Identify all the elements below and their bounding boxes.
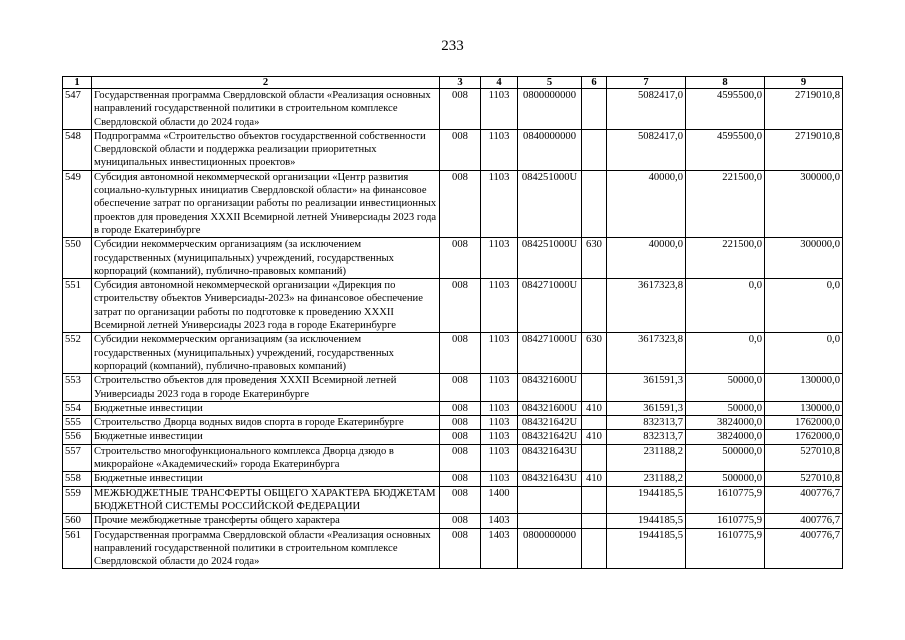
amount-col7-cell: 1944185,5 <box>607 486 686 514</box>
amount-col9-cell: 0,0 <box>765 279 843 333</box>
target-article-cell: 084271000U <box>518 333 582 374</box>
column-header: 3 <box>440 77 481 89</box>
expense-type-cell <box>582 444 607 472</box>
expense-type-cell <box>582 486 607 514</box>
expense-type-cell <box>582 279 607 333</box>
section-code-cell: 1400 <box>481 486 518 514</box>
amount-col7-cell: 361591,3 <box>607 401 686 415</box>
ministry-code-cell: 008 <box>440 238 481 279</box>
amount-col9-cell: 300000,0 <box>765 238 843 279</box>
amount-col9-cell: 2719010,8 <box>765 129 843 170</box>
amount-col8-cell: 50000,0 <box>686 401 765 415</box>
amount-col8-cell: 3824000,0 <box>686 430 765 444</box>
row-number-cell: 548 <box>63 129 92 170</box>
amount-col8-cell: 500000,0 <box>686 444 765 472</box>
amount-col7-cell: 832313,7 <box>607 416 686 430</box>
amount-col7-cell: 1944185,5 <box>607 528 686 569</box>
row-number-cell: 551 <box>63 279 92 333</box>
amount-col9-cell: 527010,8 <box>765 444 843 472</box>
table-row <box>63 401 843 415</box>
section-code-cell: 1103 <box>481 238 518 279</box>
ministry-code-cell: 008 <box>440 444 481 472</box>
amount-col7-cell: 5082417,0 <box>607 129 686 170</box>
table-row <box>63 279 843 333</box>
amount-col7-cell: 231188,2 <box>607 472 686 486</box>
amount-col8-cell: 1610775,9 <box>686 486 765 514</box>
row-number-cell: 547 <box>63 89 92 130</box>
ministry-code-cell: 008 <box>440 528 481 569</box>
row-number-cell: 559 <box>63 486 92 514</box>
item-name-cell: МЕЖБЮДЖЕТНЫЕ ТРАНСФЕРТЫ ОБЩЕГО ХАРАКТЕРА БЮДЖЕТАМ БЮДЖЕТНОЙ СИСТЕМЫ РОССИЙСКОЙ ФЕДЕРАЦИИ <box>92 486 440 514</box>
target-article-cell: 0800000000 <box>518 528 582 569</box>
row-number-cell: 552 <box>63 333 92 374</box>
table-row <box>63 514 843 528</box>
item-name-cell: Государственная программа Свердловской области «Реализация основных направлений государственной политики в строительном комплексе Свердловской области до 2024 года» <box>92 89 440 130</box>
amount-col8-cell: 221500,0 <box>686 170 765 237</box>
expense-type-cell <box>582 514 607 528</box>
section-code-cell: 1103 <box>481 472 518 486</box>
target-article-cell <box>518 486 582 514</box>
expense-type-cell <box>582 129 607 170</box>
expense-type-cell: 630 <box>582 238 607 279</box>
section-code-cell: 1103 <box>481 444 518 472</box>
amount-col8-cell: 4595500,0 <box>686 89 765 130</box>
expense-type-cell: 630 <box>582 333 607 374</box>
section-code-cell: 1103 <box>481 333 518 374</box>
row-number-cell: 554 <box>63 401 92 415</box>
amount-col7-cell: 3617323,8 <box>607 333 686 374</box>
amount-col7-cell: 832313,7 <box>607 430 686 444</box>
ministry-code-cell: 008 <box>440 129 481 170</box>
section-code-cell: 1403 <box>481 528 518 569</box>
ministry-code-cell: 008 <box>440 486 481 514</box>
row-number-cell: 553 <box>63 374 92 402</box>
target-article-cell: 084251000U <box>518 170 582 237</box>
ministry-code-cell: 008 <box>440 401 481 415</box>
column-header: 6 <box>582 77 607 89</box>
amount-col9-cell: 400776,7 <box>765 528 843 569</box>
target-article-cell <box>518 514 582 528</box>
section-code-cell: 1103 <box>481 401 518 415</box>
section-code-cell: 1103 <box>481 416 518 430</box>
amount-col8-cell: 50000,0 <box>686 374 765 402</box>
amount-col7-cell: 3617323,8 <box>607 279 686 333</box>
table-row <box>63 89 843 130</box>
ministry-code-cell: 008 <box>440 430 481 444</box>
amount-col7-cell: 40000,0 <box>607 238 686 279</box>
target-article-cell: 084271000U <box>518 279 582 333</box>
amount-col8-cell: 0,0 <box>686 279 765 333</box>
ministry-code-cell: 008 <box>440 514 481 528</box>
item-name-cell: Государственная программа Свердловской области «Реализация основных направлений государственной политики в строительном комплексе Свердловской области до 2024 года» <box>92 528 440 569</box>
amount-col9-cell: 1762000,0 <box>765 416 843 430</box>
amount-col7-cell: 361591,3 <box>607 374 686 402</box>
expense-type-cell: 410 <box>582 401 607 415</box>
item-name-cell: Субсидии некоммерческим организациям (за исключением государственных (муниципальных) учреждений, государственных корпораций (компаний), публично-правовых компаний) <box>92 238 440 279</box>
amount-col9-cell: 400776,7 <box>765 514 843 528</box>
budget-table <box>62 76 843 569</box>
row-number-cell: 549 <box>63 170 92 237</box>
target-article-cell: 084321600U <box>518 374 582 402</box>
table-header-row <box>63 77 843 89</box>
ministry-code-cell: 008 <box>440 472 481 486</box>
target-article-cell: 084321643U <box>518 444 582 472</box>
table-row <box>63 129 843 170</box>
amount-col7-cell: 1944185,5 <box>607 514 686 528</box>
table-row <box>63 333 843 374</box>
row-number-cell: 557 <box>63 444 92 472</box>
table-row <box>63 528 843 569</box>
ministry-code-cell: 008 <box>440 333 481 374</box>
amount-col7-cell: 5082417,0 <box>607 89 686 130</box>
expense-type-cell <box>582 528 607 569</box>
item-name-cell: Бюджетные инвестиции <box>92 430 440 444</box>
item-name-cell: Бюджетные инвестиции <box>92 472 440 486</box>
section-code-cell: 1103 <box>481 374 518 402</box>
target-article-cell: 084321600U <box>518 401 582 415</box>
target-article-cell: 084321642U <box>518 416 582 430</box>
item-name-cell: Субсидии некоммерческим организациям (за исключением государственных (муниципальных) учреждений, государственных корпораций (компаний), публично-правовых компаний) <box>92 333 440 374</box>
amount-col8-cell: 1610775,9 <box>686 528 765 569</box>
expense-type-cell <box>582 89 607 130</box>
column-header: 9 <box>765 77 843 89</box>
amount-col9-cell: 130000,0 <box>765 374 843 402</box>
section-code-cell: 1403 <box>481 514 518 528</box>
column-header: 8 <box>686 77 765 89</box>
column-header: 1 <box>63 77 92 89</box>
table-row <box>63 238 843 279</box>
table-row <box>63 170 843 237</box>
amount-col8-cell: 221500,0 <box>686 238 765 279</box>
amount-col9-cell: 300000,0 <box>765 170 843 237</box>
target-article-cell: 084251000U <box>518 238 582 279</box>
amount-col8-cell: 0,0 <box>686 333 765 374</box>
table-row <box>63 486 843 514</box>
amount-col7-cell: 231188,2 <box>607 444 686 472</box>
amount-col8-cell: 500000,0 <box>686 472 765 486</box>
page-number: 233 <box>441 38 464 54</box>
ministry-code-cell: 008 <box>440 279 481 333</box>
row-number-cell: 555 <box>63 416 92 430</box>
row-number-cell: 550 <box>63 238 92 279</box>
column-header: 7 <box>607 77 686 89</box>
section-code-cell: 1103 <box>481 279 518 333</box>
row-number-cell: 556 <box>63 430 92 444</box>
item-name-cell: Строительство Дворца водных видов спорта в городе Екатеринбурге <box>92 416 440 430</box>
amount-col9-cell: 0,0 <box>765 333 843 374</box>
amount-col9-cell: 2719010,8 <box>765 89 843 130</box>
amount-col7-cell: 40000,0 <box>607 170 686 237</box>
table-body <box>63 89 843 569</box>
target-article-cell: 0840000000 <box>518 129 582 170</box>
table-row <box>63 374 843 402</box>
item-name-cell: Строительство многофункционального комплекса Дворца дзюдо в микрорайоне «Академический» города Екатеринбурга <box>92 444 440 472</box>
target-article-cell: 0800000000 <box>518 89 582 130</box>
table-row <box>63 416 843 430</box>
item-name-cell: Субсидия автономной некоммерческой организации «Дирекция по строительству объектов Универсиады-2023» на финансовое обеспечение затрат по организации работы по подготовке к проведению XXXII Всемирной летней Универсиады 2023 года в городе Екатеринбурге <box>92 279 440 333</box>
amount-col9-cell: 527010,8 <box>765 472 843 486</box>
target-article-cell: 084321643U <box>518 472 582 486</box>
item-name-cell: Подпрограмма «Строительство объектов государственной собственности Свердловской области и поддержка реализации приоритетных муниципальных инвестиционных проектов» <box>92 129 440 170</box>
column-header: 4 <box>481 77 518 89</box>
amount-col9-cell: 130000,0 <box>765 401 843 415</box>
item-name-cell: Строительство объектов для проведения XXXII Всемирной летней Универсиады 2023 года в городе Екатеринбурге <box>92 374 440 402</box>
row-number-cell: 561 <box>63 528 92 569</box>
section-code-cell: 1103 <box>481 170 518 237</box>
amount-col9-cell: 1762000,0 <box>765 430 843 444</box>
item-name-cell: Субсидия автономной некоммерческой организации «Центр развития социально-культурных инициатив Свердловской области» на финансовое обеспечение затрат по организации работы по реализации инвестиционных проектов для проведения XXXII Всемирной летней Универсиады 2023 года в городе Екатеринбурге <box>92 170 440 237</box>
item-name-cell: Бюджетные инвестиции <box>92 401 440 415</box>
table-row <box>63 430 843 444</box>
expense-type-cell <box>582 374 607 402</box>
amount-col8-cell: 1610775,9 <box>686 514 765 528</box>
section-code-cell: 1103 <box>481 89 518 130</box>
column-header: 2 <box>92 77 440 89</box>
target-article-cell: 084321642U <box>518 430 582 444</box>
expense-type-cell <box>582 170 607 237</box>
amount-col9-cell: 400776,7 <box>765 486 843 514</box>
item-name-cell: Прочие межбюджетные трансферты общего характера <box>92 514 440 528</box>
expense-type-cell: 410 <box>582 472 607 486</box>
amount-col8-cell: 4595500,0 <box>686 129 765 170</box>
amount-col8-cell: 3824000,0 <box>686 416 765 430</box>
row-number-cell: 558 <box>63 472 92 486</box>
table-row <box>63 472 843 486</box>
expense-type-cell: 410 <box>582 430 607 444</box>
expense-type-cell <box>582 416 607 430</box>
table-row <box>63 444 843 472</box>
ministry-code-cell: 008 <box>440 416 481 430</box>
row-number-cell: 560 <box>63 514 92 528</box>
ministry-code-cell: 008 <box>440 374 481 402</box>
section-code-cell: 1103 <box>481 129 518 170</box>
section-code-cell: 1103 <box>481 430 518 444</box>
ministry-code-cell: 008 <box>440 170 481 237</box>
column-header: 5 <box>518 77 582 89</box>
ministry-code-cell: 008 <box>440 89 481 130</box>
